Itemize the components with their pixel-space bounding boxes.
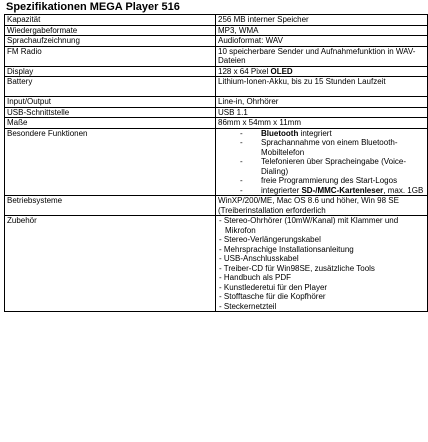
list-item	[218, 176, 425, 186]
list-item: - Treiber-CD für Win98SE, zusätzliche Tools	[218, 264, 425, 274]
spec-value: Audioformat: WAV	[216, 36, 428, 47]
list-item: - Stofftasche für die Kopfhörer	[218, 292, 425, 302]
spec-key: Besondere Funktionen	[5, 128, 216, 196]
spec-table	[4, 14, 428, 312]
document-title: Spezifikationen MEGA Player 516	[6, 1, 180, 13]
spec-value: MP3, WMA	[216, 25, 428, 36]
list-item	[218, 186, 425, 196]
spec-row-accessories	[5, 216, 428, 312]
spec-key: Betriebsysteme	[5, 196, 216, 216]
list-item: - Kunstlederetui für den Player	[218, 283, 425, 293]
feature-text: integriert	[298, 128, 332, 138]
spec-key: Maße	[5, 118, 216, 129]
spec-row-usb	[5, 107, 428, 118]
spec-value: 256 MB interner Speicher	[216, 15, 428, 26]
spec-key: Sprachaufzeichnung	[5, 36, 216, 47]
spec-row-battery	[5, 77, 428, 97]
spec-value: WinXP/200/ME, Mac OS 8.6 und höher, Win 98 SE (Treiberinstallation erforderlich	[216, 196, 428, 216]
feature-text: freie Programmierung des Start-Logos	[261, 176, 398, 185]
feature-text: Sprachannahme von einem Bluetooth-Mobiltelefon	[261, 138, 398, 157]
spec-value: Line-in, Ohrhörer	[216, 97, 428, 108]
spec-value	[216, 66, 428, 77]
spec-row-recording	[5, 36, 428, 47]
spec-row-radio	[5, 46, 428, 66]
display-type: OLED	[270, 66, 293, 76]
display-resolution: 128 x 64 Pixel	[218, 66, 271, 76]
feature-text: integrierter	[261, 185, 302, 195]
spec-row-formats	[5, 25, 428, 36]
list-item: - Handbuch als PDF	[218, 273, 425, 283]
list-item: - USB-Anschlusskabel	[218, 254, 425, 264]
spec-value	[216, 216, 428, 312]
spec-key: USB-Schnittstelle	[5, 107, 216, 118]
list-item: - Stereo-Verlängerungskabel	[218, 235, 425, 245]
list-item	[218, 138, 425, 157]
feature-text: , max. 1GB	[383, 185, 424, 195]
spec-row-os	[5, 196, 428, 216]
spec-key: Kapazität	[5, 15, 216, 26]
list-item: - Stereo-Ohrhörer (10mW/Kanal) mit Klammer und Mikrofon	[218, 216, 425, 235]
list-item	[218, 157, 425, 176]
accessory-list	[218, 216, 425, 311]
feature-bold: SD-/MMC-Kartenleser	[301, 185, 384, 195]
feature-bold: Bluetooth	[261, 128, 299, 138]
spec-value: 10 speicherbare Sender und Aufnahmefunktion in WAV-Dateien	[216, 46, 428, 66]
spec-key: Battery	[5, 77, 216, 97]
spec-key: Input/Output	[5, 97, 216, 108]
spec-key: Zubehör	[5, 216, 216, 312]
spec-value: Lithium-Ionen-Akku, bis zu 15 Stunden Laufzeit	[216, 77, 428, 97]
spec-row-dimensions	[5, 118, 428, 129]
list-item: - Mehrsprachige Installationsanleitung	[218, 245, 425, 255]
list-item	[218, 129, 425, 139]
feature-list	[218, 129, 425, 196]
spec-key: Wiedergabeformate	[5, 25, 216, 36]
list-item: - Steckernetzteil	[218, 302, 425, 312]
feature-text: Telefonieren über Spracheingabe (Voice-Dialing)	[261, 157, 406, 176]
spec-value	[216, 128, 428, 196]
spec-row-features	[5, 128, 428, 196]
spec-value: 86mm x 54mm x 11mm	[216, 118, 428, 129]
spec-row-display	[5, 66, 428, 77]
spec-key: Display	[5, 66, 216, 77]
spec-key: FM Radio	[5, 46, 216, 66]
spec-row-io	[5, 97, 428, 108]
spec-row-capacity	[5, 15, 428, 26]
spec-value: USB 1.1	[216, 107, 428, 118]
